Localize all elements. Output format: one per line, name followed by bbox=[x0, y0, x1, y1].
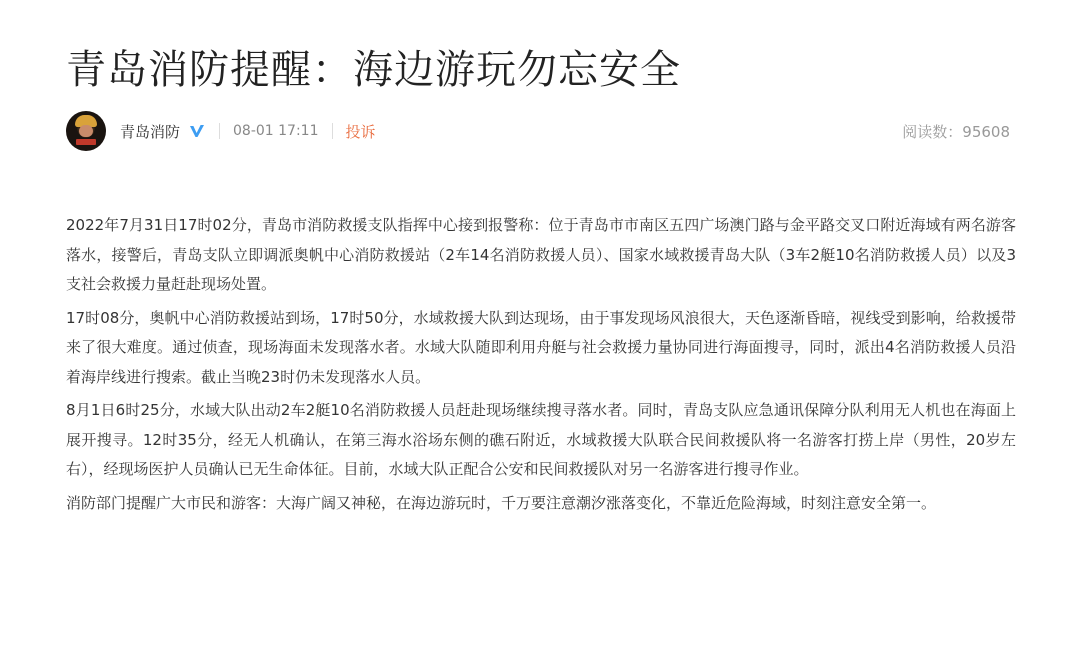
author-avatar[interactable] bbox=[66, 111, 106, 151]
article-body bbox=[66, 211, 1016, 522]
article-paragraph: 消防部门提醒广大市民和游客：大海广阔又神秘，在海边游玩时，千万要注意潮汐涨落变化，不靠近危险海域，时刻注意安全第一。 bbox=[66, 493, 937, 512]
publish-time: 08-01 17:11 bbox=[233, 123, 319, 139]
read-count: 阅读数：95608 bbox=[902, 122, 1010, 141]
author-name[interactable]: 青岛消防 bbox=[120, 122, 181, 141]
article-title: 青岛消防提醒：海边游玩勿忘安全 bbox=[66, 47, 681, 93]
meta-divider bbox=[332, 123, 333, 139]
report-link[interactable]: 投诉 bbox=[345, 122, 376, 141]
article-paragraph: 17时08分，奥帆中心消防救援站到场，17时50分，水域救援大队到达现场，由于事发现场风浪很大，天色逐渐昏暗，视线受到影响，给救援带来了很大难度。通过侦查，现场海面未发现落水者。水域大队随即利用舟艇与社会救援力量协同进行海面搜寻，同时，派出4名消防救援人员沿着海岸线进行搜索。截止当晚23时仍未发现落水人员。 bbox=[66, 308, 1016, 386]
article-meta-bar bbox=[66, 110, 1010, 152]
article-paragraph: 2022年7月31日17时02分，青岛市消防救援支队指挥中心接到报警称：位于青岛市市南区五四广场澳门路与金平路交叉口附近海域有两名游客落水，接警后，青岛支队立即调派奥帆中心消防救援站（2车14名消防救援人员）、国家水域救援青岛大队（3车2艇10名消防救援人员）以及3支社会救援力量赶赴现场处置。 bbox=[66, 216, 1016, 293]
meta-divider bbox=[219, 123, 220, 139]
badge-shape bbox=[76, 139, 96, 145]
article-paragraph: 8月1日6时25分，水域大队出动2车2艇10名消防救援人员赶赴现场继续搜寻落水者。同时，青岛支队应急通讯保障分队利用无人机也在海面上展开搜寻。12时35分，经无人机确认，在第三海水浴场东侧的礁石附近，水域救援大队联合民间救援队将一名游客打捞上岸（男性，20岁左右），经现场医护人员确认已无生命体征。目前，水域大队正配合公安和民间救援队对另一名游客进行搜寻作业。 bbox=[66, 401, 1016, 478]
face-shape bbox=[79, 125, 93, 137]
verified-icon bbox=[188, 122, 206, 140]
